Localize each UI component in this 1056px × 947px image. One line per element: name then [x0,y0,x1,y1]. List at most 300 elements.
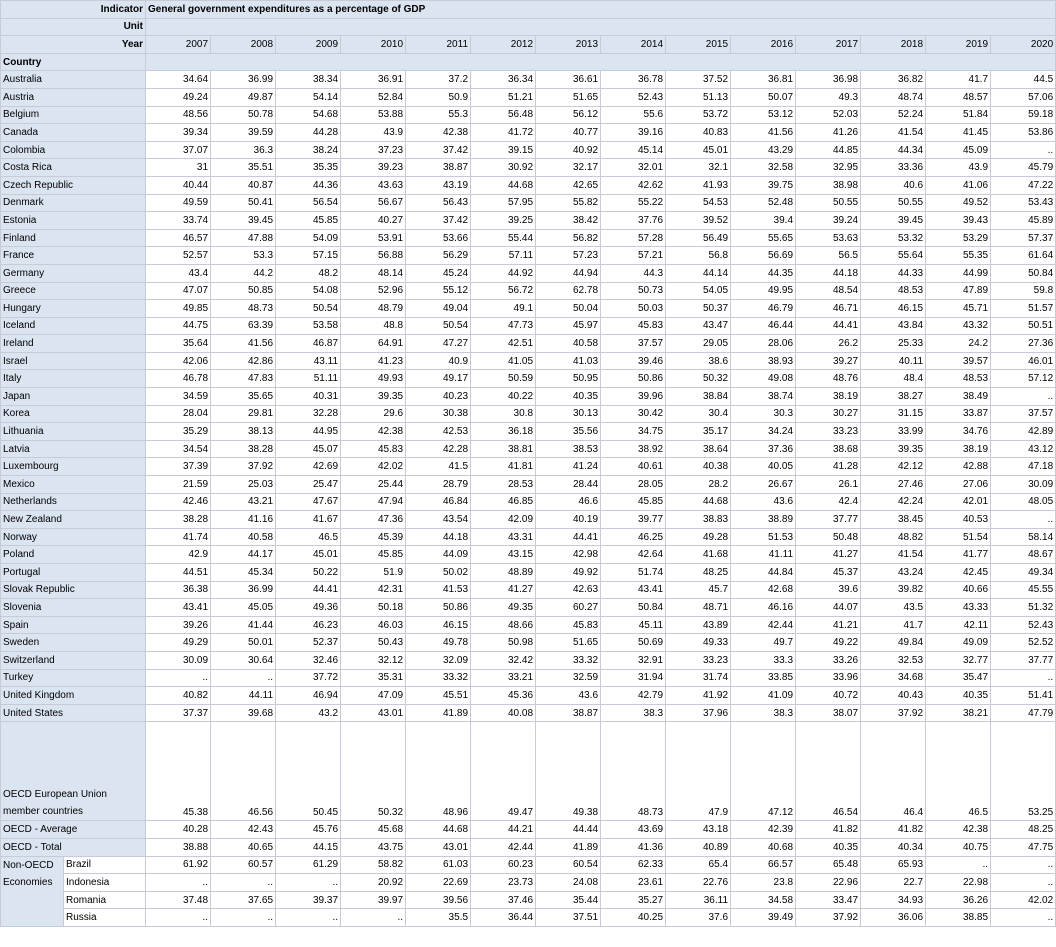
value-cell[interactable]: 28.79 [406,476,471,494]
value-cell[interactable]: 57.37 [991,229,1056,247]
value-cell[interactable]: 50.54 [276,300,341,318]
value-cell[interactable]: 47.73 [471,317,536,335]
value-cell[interactable]: 41.23 [341,352,406,370]
value-cell[interactable]: 61.03 [406,856,471,874]
value-cell[interactable]: 32.59 [536,669,601,687]
value-cell[interactable]: 52.48 [731,194,796,212]
value-cell[interactable]: 48.8 [341,317,406,335]
value-cell[interactable]: 36.82 [861,71,926,89]
value-cell[interactable]: 40.11 [861,352,926,370]
value-cell[interactable]: 57.06 [991,88,1056,106]
value-cell[interactable]: 53.72 [666,106,731,124]
value-cell[interactable]: 22.98 [926,874,991,892]
value-cell[interactable]: 61.92 [146,856,211,874]
value-cell[interactable]: 35.27 [601,891,666,909]
value-cell[interactable]: 34.24 [731,423,796,441]
value-cell[interactable]: 38.13 [211,423,276,441]
value-cell[interactable]: 48.05 [991,493,1056,511]
value-cell[interactable]: 40.25 [601,909,666,927]
value-cell[interactable]: 46.25 [601,528,666,546]
value-cell[interactable]: 28.05 [601,476,666,494]
value-cell[interactable]: 52.43 [601,88,666,106]
value-cell[interactable]: 55.12 [406,282,471,300]
value-cell[interactable]: 26.2 [796,335,861,353]
value-cell[interactable]: 43.4 [146,264,211,282]
value-cell[interactable]: 50.02 [406,564,471,582]
value-cell[interactable]: 47.9 [666,722,731,821]
value-cell[interactable]: 49.78 [406,634,471,652]
value-cell[interactable]: 57.21 [601,247,666,265]
value-cell[interactable]: 33.36 [861,159,926,177]
value-cell[interactable]: 47.12 [731,722,796,821]
value-cell[interactable]: 52.96 [341,282,406,300]
value-cell[interactable]: 43.9 [926,159,991,177]
value-cell[interactable]: 47.89 [926,282,991,300]
value-cell[interactable]: 38.74 [731,388,796,406]
value-cell[interactable]: .. [146,874,211,892]
value-cell[interactable]: 49.17 [406,370,471,388]
value-cell[interactable]: 60.27 [536,599,601,617]
value-cell[interactable]: 50.73 [601,282,666,300]
value-cell[interactable]: 32.28 [276,405,341,423]
value-cell[interactable]: 49.92 [536,564,601,582]
value-cell[interactable]: 40.43 [861,687,926,705]
value-cell[interactable]: 45.38 [146,722,211,821]
value-cell[interactable]: 51.11 [276,370,341,388]
value-cell[interactable]: 49.34 [991,564,1056,582]
value-cell[interactable]: 38.64 [666,440,731,458]
country-name-cell[interactable]: Japan [1,388,146,406]
value-cell[interactable]: 41.82 [861,821,926,839]
value-cell[interactable]: 34.58 [731,891,796,909]
value-cell[interactable]: 48.57 [926,88,991,106]
value-cell[interactable]: 50.55 [861,194,926,212]
value-cell[interactable]: 45.09 [926,141,991,159]
value-cell[interactable]: 29.6 [341,405,406,423]
value-cell[interactable]: 31 [146,159,211,177]
value-cell[interactable]: 40.9 [406,352,471,370]
value-cell[interactable]: 28.44 [536,476,601,494]
value-cell[interactable]: 45.76 [276,821,341,839]
value-cell[interactable]: 38.81 [471,440,536,458]
value-cell[interactable]: 41.36 [601,838,666,856]
value-cell[interactable]: 44.68 [666,493,731,511]
country-name-cell[interactable]: OECD - Total [1,838,146,856]
value-cell[interactable]: 51.65 [536,634,601,652]
country-name-cell[interactable]: Australia [1,71,146,89]
value-cell[interactable]: 42.12 [861,458,926,476]
country-name-cell[interactable]: Slovak Republic [1,581,146,599]
value-cell[interactable]: 45.85 [601,493,666,511]
value-cell[interactable]: 40.77 [536,124,601,142]
year-label[interactable]: Year [1,36,146,54]
value-cell[interactable]: 40.87 [211,176,276,194]
value-cell[interactable]: 37.52 [666,71,731,89]
value-cell[interactable]: 56.43 [406,194,471,212]
value-cell[interactable]: 37.72 [276,669,341,687]
value-cell[interactable]: .. [211,874,276,892]
value-cell[interactable]: 52.37 [276,634,341,652]
value-cell[interactable]: 66.57 [731,856,796,874]
value-cell[interactable]: 43.84 [861,317,926,335]
value-cell[interactable]: 44.2 [211,264,276,282]
value-cell[interactable]: 41.56 [211,335,276,353]
value-cell[interactable]: 51.65 [536,88,601,106]
value-cell[interactable]: .. [146,909,211,927]
value-cell[interactable]: 44.14 [666,264,731,282]
value-cell[interactable]: 41.74 [146,528,211,546]
value-cell[interactable]: 43.54 [406,511,471,529]
value-cell[interactable]: 40.83 [666,124,731,142]
value-cell[interactable]: 35.35 [276,159,341,177]
value-cell[interactable]: 43.41 [601,581,666,599]
value-cell[interactable]: 45.83 [536,616,601,634]
value-cell[interactable]: 45.24 [406,264,471,282]
value-cell[interactable]: 41.92 [666,687,731,705]
value-cell[interactable]: 44.41 [796,317,861,335]
value-cell[interactable]: 47.36 [341,511,406,529]
value-cell[interactable]: 62.78 [536,282,601,300]
value-cell[interactable]: 33.96 [796,669,861,687]
value-cell[interactable]: 47.09 [341,687,406,705]
value-cell[interactable]: 53.12 [731,106,796,124]
value-cell[interactable]: 50.54 [406,317,471,335]
value-cell[interactable]: 46.16 [731,599,796,617]
value-cell[interactable]: 65.93 [861,856,926,874]
value-cell[interactable]: 46.4 [861,722,926,821]
value-cell[interactable]: 53.63 [796,229,861,247]
value-cell[interactable]: 49.35 [471,599,536,617]
value-cell[interactable]: 37.57 [601,335,666,353]
value-cell[interactable]: 49.09 [926,634,991,652]
value-cell[interactable]: 48.25 [666,564,731,582]
value-cell[interactable]: .. [146,669,211,687]
value-cell[interactable]: 44.17 [211,546,276,564]
value-cell[interactable]: 36.06 [861,909,926,927]
value-cell[interactable]: 32.53 [861,651,926,669]
year-cell[interactable]: 2007 [146,36,211,54]
value-cell[interactable]: 42.45 [926,564,991,582]
value-cell[interactable]: 22.76 [666,874,731,892]
value-cell[interactable]: 22.96 [796,874,861,892]
value-cell[interactable]: 37.23 [341,141,406,159]
value-cell[interactable]: 45.11 [601,616,666,634]
value-cell[interactable]: 41.16 [211,511,276,529]
value-cell[interactable]: 41.93 [666,176,731,194]
value-cell[interactable]: 42.68 [731,581,796,599]
value-cell[interactable]: 33.26 [796,651,861,669]
value-cell[interactable]: 51.57 [991,300,1056,318]
value-cell[interactable]: 38.87 [536,704,601,722]
value-cell[interactable]: .. [211,909,276,927]
country-name-cell[interactable]: Indonesia [64,874,146,892]
country-name-cell[interactable]: United Kingdom [1,687,146,705]
country-name-cell[interactable]: Slovenia [1,599,146,617]
value-cell[interactable]: 53.43 [991,194,1056,212]
value-cell[interactable]: 31.74 [666,669,731,687]
value-cell[interactable]: 37.37 [146,704,211,722]
value-cell[interactable]: 25.03 [211,476,276,494]
value-cell[interactable]: 32.17 [536,159,601,177]
value-cell[interactable]: 32.58 [731,159,796,177]
value-cell[interactable]: 42.38 [406,124,471,142]
value-cell[interactable]: 39.68 [211,704,276,722]
value-cell[interactable]: 46.71 [796,300,861,318]
country-name-cell[interactable]: Israel [1,352,146,370]
value-cell[interactable]: 45.97 [536,317,601,335]
value-cell[interactable]: 43.01 [341,704,406,722]
value-cell[interactable]: 39.15 [471,141,536,159]
value-cell[interactable]: 42.44 [471,838,536,856]
value-cell[interactable]: 55.3 [406,106,471,124]
value-cell[interactable]: 40.23 [406,388,471,406]
value-cell[interactable]: 49.33 [666,634,731,652]
country-name-cell[interactable]: Estonia [1,212,146,230]
value-cell[interactable]: .. [926,856,991,874]
value-cell[interactable]: 41.56 [731,124,796,142]
value-cell[interactable]: 57.95 [471,194,536,212]
value-cell[interactable]: 54.08 [276,282,341,300]
value-cell[interactable]: 52.24 [861,106,926,124]
value-cell[interactable]: 44.3 [601,264,666,282]
value-cell[interactable]: 40.66 [926,581,991,599]
value-cell[interactable]: 40.58 [536,335,601,353]
value-cell[interactable]: 34.93 [861,891,926,909]
value-cell[interactable]: 33.23 [666,651,731,669]
value-cell[interactable]: 56.82 [536,229,601,247]
year-cell[interactable]: 2020 [991,36,1056,54]
country-name-cell[interactable]: Portugal [1,564,146,582]
value-cell[interactable]: 43.6 [536,687,601,705]
year-cell[interactable]: 2008 [211,36,276,54]
value-cell[interactable]: 39.75 [731,176,796,194]
value-cell[interactable]: 52.57 [146,247,211,265]
value-cell[interactable]: 36.78 [601,71,666,89]
value-cell[interactable]: 53.25 [991,722,1056,821]
value-cell[interactable]: 40.35 [536,388,601,406]
value-cell[interactable]: 32.09 [406,651,471,669]
value-cell[interactable]: 36.99 [211,581,276,599]
value-cell[interactable]: 36.99 [211,71,276,89]
value-cell[interactable]: 37.57 [991,405,1056,423]
value-cell[interactable]: 45.01 [276,546,341,564]
country-name-cell[interactable]: Greece [1,282,146,300]
value-cell[interactable]: 44.34 [861,141,926,159]
value-cell[interactable]: 48.14 [341,264,406,282]
indicator-value[interactable]: General government expenditures as a percentage of GDP [146,1,1056,19]
value-cell[interactable]: 42.44 [731,616,796,634]
value-cell[interactable]: 41.05 [471,352,536,370]
country-name-cell[interactable]: United States [1,704,146,722]
value-cell[interactable]: 38.3 [731,704,796,722]
value-cell[interactable]: 48.79 [341,300,406,318]
value-cell[interactable]: 37.2 [406,71,471,89]
value-cell[interactable]: 32.1 [666,159,731,177]
value-cell[interactable]: 42.79 [601,687,666,705]
value-cell[interactable]: 32.01 [601,159,666,177]
country-name-cell[interactable]: Belgium [1,106,146,124]
value-cell[interactable]: 57.12 [991,370,1056,388]
value-cell[interactable]: 39.35 [861,440,926,458]
value-cell[interactable]: 41.72 [471,124,536,142]
value-cell[interactable]: 40.61 [601,458,666,476]
value-cell[interactable]: 60.54 [536,856,601,874]
value-cell[interactable]: 44.99 [926,264,991,282]
value-cell[interactable]: 39.24 [796,212,861,230]
value-cell[interactable]: 33.74 [146,212,211,230]
value-cell[interactable]: 49.24 [146,88,211,106]
country-name-cell[interactable]: Germany [1,264,146,282]
year-cell[interactable]: 2016 [731,36,796,54]
value-cell[interactable]: 44.85 [796,141,861,159]
value-cell[interactable]: 38.93 [731,352,796,370]
value-cell[interactable]: 25.44 [341,476,406,494]
value-cell[interactable]: 31.94 [601,669,666,687]
value-cell[interactable]: 35.64 [146,335,211,353]
value-cell[interactable]: 45.83 [341,440,406,458]
value-cell[interactable]: 37.92 [861,704,926,722]
value-cell[interactable]: 44.36 [276,176,341,194]
value-cell[interactable]: 53.86 [991,124,1056,142]
value-cell[interactable]: 42.06 [146,352,211,370]
value-cell[interactable]: 47.88 [211,229,276,247]
value-cell[interactable]: 44.09 [406,546,471,564]
value-cell[interactable]: 49.47 [471,722,536,821]
value-cell[interactable]: 28.53 [471,476,536,494]
value-cell[interactable]: 30.4 [666,405,731,423]
value-cell[interactable]: 40.65 [211,838,276,856]
value-cell[interactable]: 30.09 [146,651,211,669]
value-cell[interactable]: 53.88 [341,106,406,124]
value-cell[interactable]: 39.4 [731,212,796,230]
value-cell[interactable]: 36.38 [146,581,211,599]
value-cell[interactable]: .. [991,909,1056,927]
value-cell[interactable]: 43.29 [731,141,796,159]
country-name-cell[interactable]: OECD European Union member countries [1,722,146,821]
value-cell[interactable]: 47.83 [211,370,276,388]
value-cell[interactable]: 50.69 [601,634,666,652]
value-cell[interactable]: 37.92 [211,458,276,476]
value-cell[interactable]: 52.43 [991,616,1056,634]
value-cell[interactable]: 33.32 [406,669,471,687]
value-cell[interactable]: 44.18 [796,264,861,282]
value-cell[interactable]: 45.51 [406,687,471,705]
country-name-cell[interactable]: Lithuania [1,423,146,441]
value-cell[interactable]: 45.7 [666,581,731,599]
value-cell[interactable]: 45.05 [211,599,276,617]
value-cell[interactable]: 30.38 [406,405,471,423]
country-name-cell[interactable]: Latvia [1,440,146,458]
value-cell[interactable]: 50.48 [796,528,861,546]
value-cell[interactable]: 55.6 [601,106,666,124]
value-cell[interactable]: 47.22 [991,176,1056,194]
value-cell[interactable]: 39.35 [341,388,406,406]
value-cell[interactable]: 40.27 [341,212,406,230]
value-cell[interactable]: 43.41 [146,599,211,617]
value-cell[interactable]: 50.51 [991,317,1056,335]
value-cell[interactable]: 51.53 [731,528,796,546]
value-cell[interactable]: 42.02 [991,891,1056,909]
value-cell[interactable]: 30.92 [471,159,536,177]
value-cell[interactable]: 56.12 [536,106,601,124]
value-cell[interactable]: 36.81 [731,71,796,89]
value-cell[interactable]: 37.77 [991,651,1056,669]
value-cell[interactable]: 55.35 [926,247,991,265]
value-cell[interactable]: 48.54 [796,282,861,300]
value-cell[interactable]: 47.07 [146,282,211,300]
value-cell[interactable]: 41.81 [471,458,536,476]
value-cell[interactable]: 61.64 [991,247,1056,265]
value-cell[interactable]: 54.53 [666,194,731,212]
value-cell[interactable]: 37.42 [406,141,471,159]
value-cell[interactable]: 46.6 [536,493,601,511]
value-cell[interactable]: 36.98 [796,71,861,89]
value-cell[interactable]: 42.63 [536,581,601,599]
value-cell[interactable]: 56.8 [666,247,731,265]
country-name-cell[interactable]: Costa Rica [1,159,146,177]
value-cell[interactable]: 46.84 [406,493,471,511]
value-cell[interactable]: 34.75 [601,423,666,441]
country-name-cell[interactable]: Sweden [1,634,146,652]
value-cell[interactable]: 31.15 [861,405,926,423]
value-cell[interactable]: 46.54 [796,722,861,821]
value-cell[interactable]: 49.04 [406,300,471,318]
value-cell[interactable]: 46.5 [276,528,341,546]
value-cell[interactable]: 60.57 [211,856,276,874]
value-cell[interactable]: 49.7 [731,634,796,652]
value-cell[interactable]: .. [991,874,1056,892]
value-cell[interactable]: 46.56 [211,722,276,821]
value-cell[interactable]: 43.31 [471,528,536,546]
country-name-cell[interactable]: Russia [64,909,146,927]
value-cell[interactable]: 43.6 [731,493,796,511]
value-cell[interactable]: 45.79 [991,159,1056,177]
value-cell[interactable]: 45.07 [276,440,341,458]
value-cell[interactable]: 45.34 [211,564,276,582]
value-cell[interactable]: 44.68 [471,176,536,194]
value-cell[interactable]: 38.92 [601,440,666,458]
country-name-cell[interactable]: Canada [1,124,146,142]
value-cell[interactable]: 44.18 [406,528,471,546]
year-cell[interactable]: 2018 [861,36,926,54]
value-cell[interactable]: 29.81 [211,405,276,423]
value-cell[interactable]: 45.37 [796,564,861,582]
value-cell[interactable]: 44.51 [146,564,211,582]
value-cell[interactable]: 50.01 [211,634,276,652]
value-cell[interactable]: 44.84 [731,564,796,582]
value-cell[interactable]: 49.84 [861,634,926,652]
value-cell[interactable]: 48.76 [796,370,861,388]
value-cell[interactable]: 57.15 [276,247,341,265]
value-cell[interactable]: 38.07 [796,704,861,722]
value-cell[interactable]: 50.86 [601,370,666,388]
value-cell[interactable]: 38.21 [926,704,991,722]
value-cell[interactable]: 32.91 [601,651,666,669]
value-cell[interactable]: 46.5 [926,722,991,821]
value-cell[interactable]: 30.13 [536,405,601,423]
value-cell[interactable]: 48.53 [926,370,991,388]
non-oecd-group-label[interactable]: Non-OECD Economies [1,856,64,926]
value-cell[interactable]: 32.95 [796,159,861,177]
value-cell[interactable]: 49.59 [146,194,211,212]
value-cell[interactable]: 50.98 [471,634,536,652]
value-cell[interactable]: 43.33 [926,599,991,617]
value-cell[interactable]: 47.75 [991,838,1056,856]
value-cell[interactable]: 49.29 [146,634,211,652]
value-cell[interactable]: 43.19 [406,176,471,194]
value-cell[interactable]: 41.27 [796,546,861,564]
value-cell[interactable]: 39.43 [926,212,991,230]
